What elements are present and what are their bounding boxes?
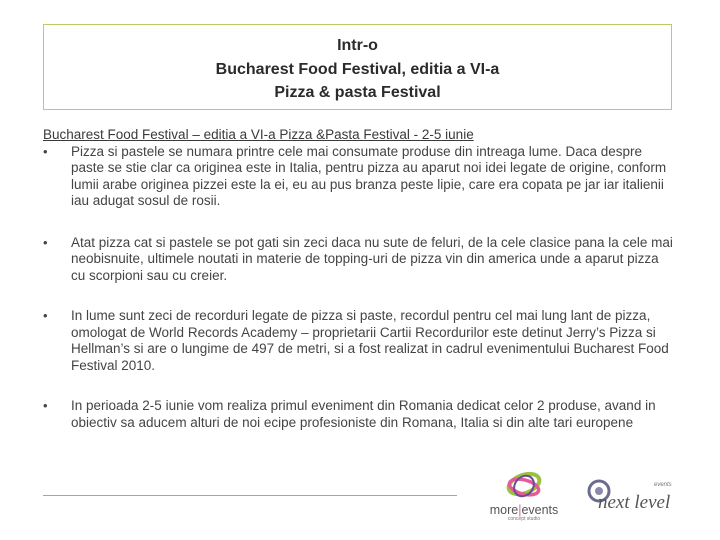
bullet-text-4: In perioada 2-5 iunie vom realiza primul eveniment din Romania dedicat celor 2 produse, avand in obiectiv sa aducem alturi de noi ecipe profesioniste din Romana, Italia si din alte tari europene [71,398,656,430]
bullet-list [43,144,675,432]
spacer [43,284,675,308]
more-events-logo [478,470,570,522]
spacer [43,210,675,235]
title-box [43,24,672,110]
next-level-small-text: events [654,482,672,488]
bullet-icon: • [43,143,48,159]
bullet-icon: • [43,308,48,323]
content-body [43,127,675,431]
list-item [43,235,675,285]
list-item [43,308,675,374]
next-level-logo [584,478,684,518]
list-item [43,144,675,210]
list-item [43,398,675,431]
more-events-wordmark: more|events [489,503,559,517]
spacer [43,374,675,398]
next-level-wordmark: next level [598,492,671,513]
bullet-text-2: Atat pizza cat si pastele se pot gati sin zeci daca nu sute de feluri, de la cele clasice pana la cele mai neobisnuite, ultimele noutati in materie de topping-uri de pizza vin din america unde a aparut pizza cu scorpioni sau cu creier. [71,234,673,283]
section-heading: Bucharest Food Festival – editia a VI-a Pizza &Pasta Festival - 2-5 iunie [43,127,474,142]
bullet-icon: • [43,398,48,413]
title-line-1: Intr-o [337,37,378,54]
bullet-text-1: Pizza si pastele se numara printre cele mai consumate produse din intreaga lume. Daca despre paste se stie clar ca originea este in Italia, pentru pizza au aparut noi idei legate de origine, conform lumii arabe originea pizzei este la ei, eu au pus branza peste lipie, care era copata pe jar iar italienii iau adugat sosul de rosii. [71,143,667,208]
title-line-2: Bucharest Food Festival, editia a VI-a [215,61,500,78]
bullet-icon: • [43,234,48,250]
more-events-subtitle: concept studio [507,516,541,522]
more-events-logo-icon [478,470,570,506]
divider-line [43,495,457,496]
bullet-text-3: In lume sunt zeci de recorduri legate de pizza si paste, recordul pentru cel mai lung lant de pizza, omologat de World Records Academy – proprietarii Cartii Recordurilor este detinut Jerry’s Pizza si Hellman’s si are o lungime de 497 de metri, si a fost realizat in cadrul evenimentului Bucharest Food Festival 2010. [71,308,669,373]
title-line-3: Pizza & pasta Festival [274,84,441,101]
